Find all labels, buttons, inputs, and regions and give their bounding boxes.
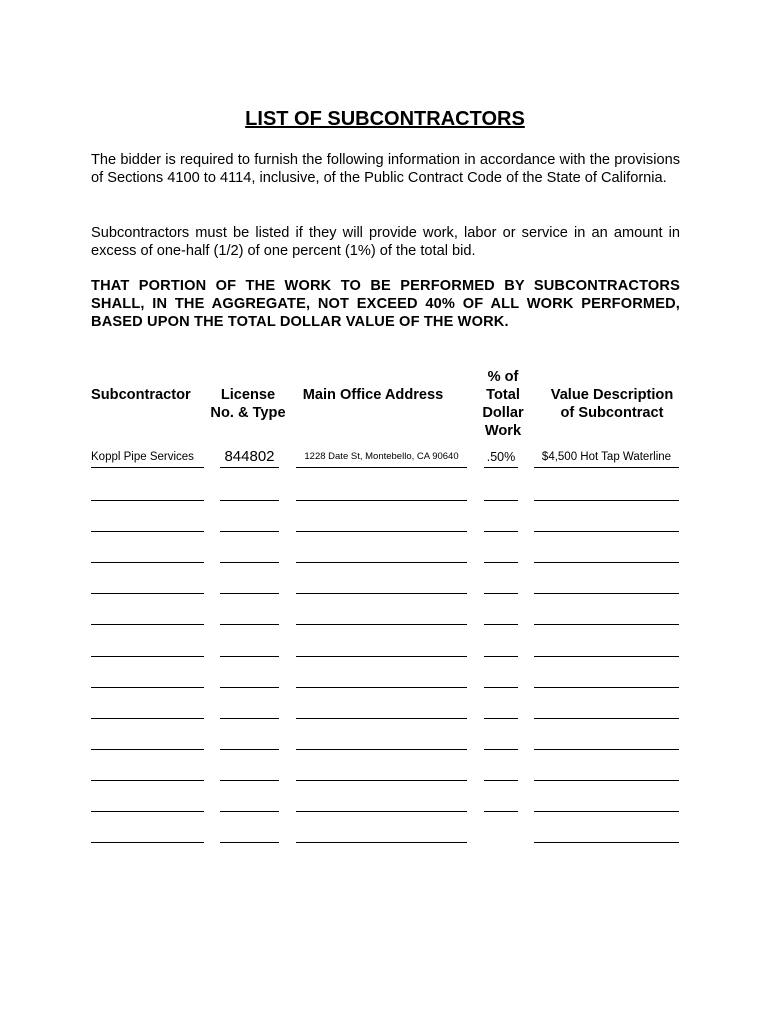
header-address: Main Office Address [302,387,444,403]
blank-license-line[interactable] [220,687,279,688]
header-percent-line2: Total [486,387,520,403]
blank-license-line[interactable] [220,562,279,563]
blank-license-line[interactable] [220,842,279,843]
blank-license-line[interactable] [220,749,279,750]
percent-field[interactable]: .50% [484,447,518,468]
header-percent-line1: % of [487,369,519,385]
blank-percent-line[interactable] [484,811,518,812]
blank-value-line[interactable] [534,811,679,812]
threshold-paragraph: Subcontractors must be listed if they will provide work, labor or service in an amount in excess of one-half (1/2) of one percent (1%) of the total bid. [91,225,680,259]
blank-value-line[interactable] [534,656,679,657]
header-value [534,386,690,422]
blank-value-line[interactable] [534,593,679,594]
blank-license-line[interactable] [220,780,279,781]
blank-percent-line[interactable] [484,780,518,781]
blank-license-line[interactable] [220,593,279,594]
blank-address-line[interactable] [296,687,467,688]
blank-percent-line[interactable] [484,593,518,594]
license-field[interactable]: 844802 [220,447,279,468]
blank-license-line[interactable] [220,624,279,625]
blank-subcontractor-line[interactable] [91,500,204,501]
blank-license-line[interactable] [220,656,279,657]
blank-address-line[interactable] [296,749,467,750]
blank-address-line[interactable] [296,500,467,501]
blank-percent-line[interactable] [484,656,518,657]
blank-value-line[interactable] [534,687,679,688]
blank-value-line[interactable] [534,749,679,750]
intro-paragraph: The bidder is required to furnish the following information in accordance with the provisions of Sections 4100 to 4114, inclusive, of the Public Contract Code of the State of California. [91,152,680,186]
blank-address-line[interactable] [296,842,467,843]
blank-value-line[interactable] [534,624,679,625]
blank-subcontractor-line[interactable] [91,718,204,719]
blank-subcontractor-line[interactable] [91,842,204,843]
blank-subcontractor-line[interactable] [91,656,204,657]
header-license-line2: No. & Type [210,405,286,421]
blank-value-line[interactable] [534,780,679,781]
blank-license-line[interactable] [220,811,279,812]
blank-subcontractor-line[interactable] [91,624,204,625]
header-value-line1: Value Description [550,387,674,403]
blank-percent-line[interactable] [484,687,518,688]
header-subcontractor: Subcontractor [91,387,191,403]
blank-address-line[interactable] [296,811,467,812]
document-title: LIST OF SUBCONTRACTORS [245,108,525,130]
blank-subcontractor-line[interactable] [91,562,204,563]
blank-subcontractor-line[interactable] [91,780,204,781]
blank-subcontractor-line[interactable] [91,593,204,594]
blank-subcontractor-line[interactable] [91,749,204,750]
blank-address-line[interactable] [296,656,467,657]
blank-address-line[interactable] [296,624,467,625]
blank-percent-line[interactable] [484,500,518,501]
limit-notice: THAT PORTION OF THE WORK TO BE PERFORMED BY SUBCONTRACTORS SHALL, IN THE AGGREGATE, NOT EXCEED 40% OF ALL WORK PERFORMED, BASED UPON THE TOTAL DOLLAR VALUE OF THE WORK. [91,278,680,330]
blank-address-line[interactable] [296,718,467,719]
blank-subcontractor-line[interactable] [91,531,204,532]
blank-address-line[interactable] [296,562,467,563]
blank-percent-line[interactable] [484,718,518,719]
blank-percent-line[interactable] [484,624,518,625]
header-percent [482,368,524,440]
blank-value-line[interactable] [534,562,679,563]
blank-percent-line[interactable] [484,749,518,750]
header-percent-line3: Dollar [482,405,524,421]
blank-value-line[interactable] [534,500,679,501]
address-field[interactable]: 1228 Date St, Montebello, CA 90640 [296,447,467,468]
header-percent-line4: Work [484,423,522,439]
blank-license-line[interactable] [220,531,279,532]
header-license [200,386,296,422]
header-value-line2: of Subcontract [560,405,664,421]
value-description-field[interactable]: $4,500 Hot Tap Waterline [534,447,679,468]
blank-subcontractor-line[interactable] [91,687,204,688]
subcontractor-field[interactable]: Koppl Pipe Services [91,447,204,468]
blank-value-line[interactable] [534,718,679,719]
blank-license-line[interactable] [220,500,279,501]
blank-address-line[interactable] [296,593,467,594]
blank-license-line[interactable] [220,718,279,719]
blank-percent-line[interactable] [484,531,518,532]
blank-percent-line[interactable] [484,562,518,563]
header-license-line1: License [220,387,276,403]
blank-value-line[interactable] [534,531,679,532]
blank-value-line[interactable] [534,842,679,843]
blank-address-line[interactable] [296,531,467,532]
blank-subcontractor-line[interactable] [91,811,204,812]
blank-address-line[interactable] [296,780,467,781]
